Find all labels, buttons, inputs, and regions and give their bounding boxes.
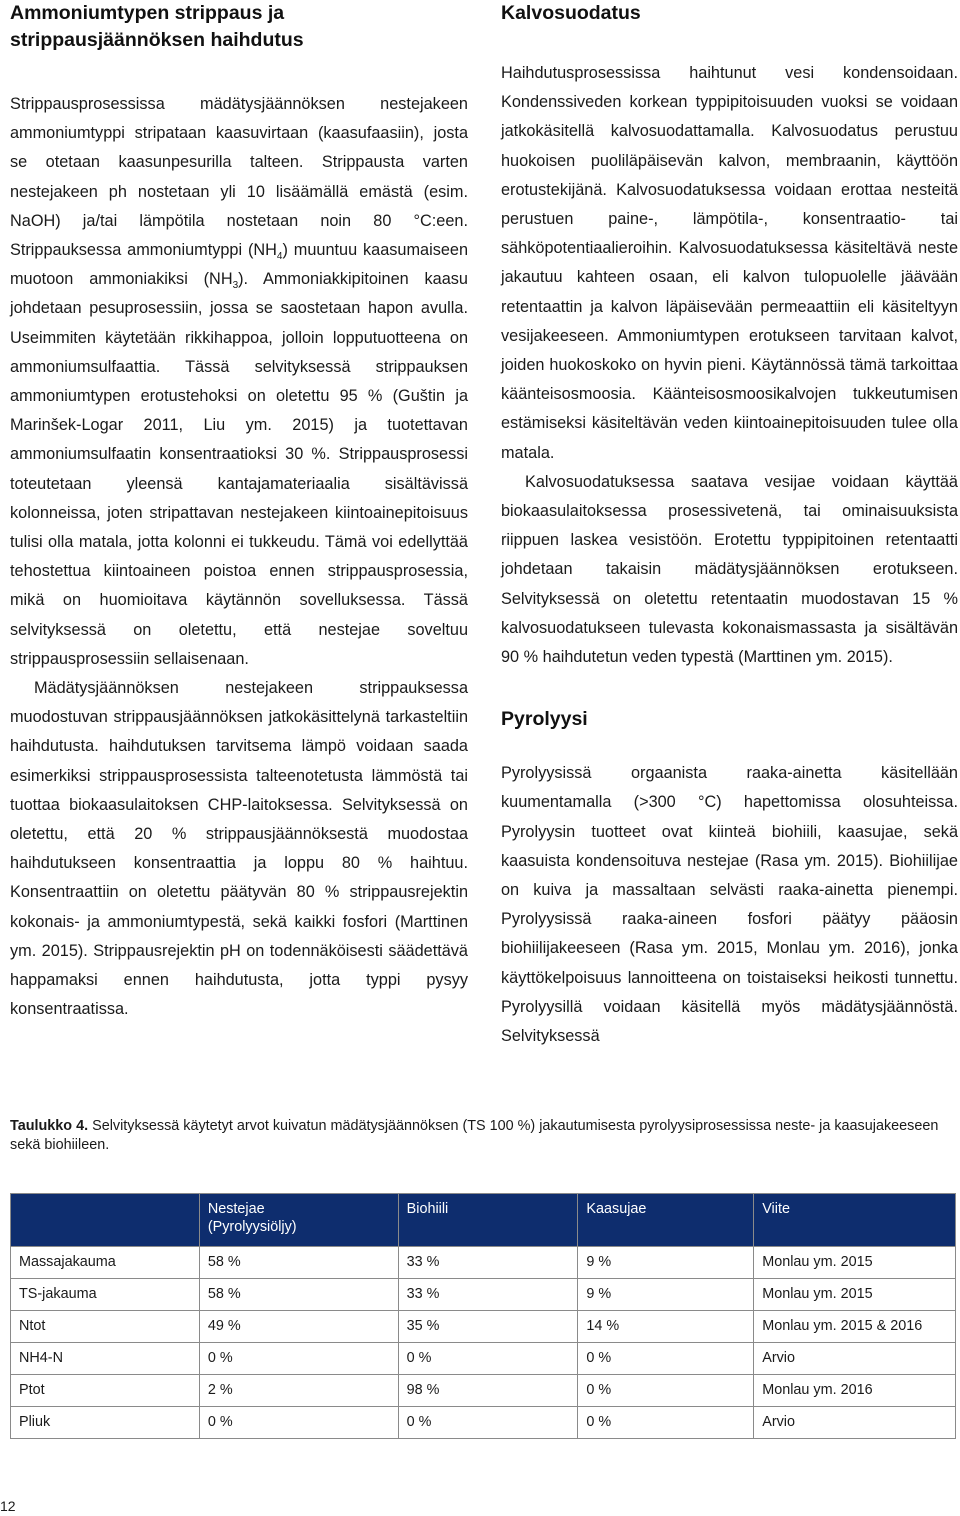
section-heading-pyrolysis: Pyrolyysi xyxy=(501,708,588,731)
table-header-cell: Biohiili xyxy=(398,1194,578,1247)
table-cell: Monlau ym. 2015 xyxy=(754,1279,956,1311)
table-cell: 14 % xyxy=(578,1311,754,1343)
table-row xyxy=(11,1247,956,1279)
table-cell: 58 % xyxy=(199,1279,398,1311)
table-header-cell: Kaasujae xyxy=(578,1194,754,1247)
table-caption-text: Selvityksessä käytetyt arvot kuivatun mädätysjäännöksen (TS 100 %) jakautumisesta pyrolyysiprosessissa neste- ja kaasujakeeseen sekä biohiileen. xyxy=(10,1118,939,1153)
table-row xyxy=(11,1279,956,1311)
table-cell: Arvio xyxy=(754,1407,956,1439)
table-cell: 0 % xyxy=(398,1407,578,1439)
table-cell: Arvio xyxy=(754,1343,956,1375)
table-cell: 58 % xyxy=(199,1247,398,1279)
left-column xyxy=(10,0,468,1025)
table-cell: NH4-N xyxy=(11,1343,200,1375)
table-header-cell xyxy=(11,1194,200,1247)
page-number: 12 xyxy=(0,1498,16,1514)
subscript-4: 4 xyxy=(276,251,283,263)
table-cell: 35 % xyxy=(398,1311,578,1343)
table-header-cell: Nestejae (Pyrolyysiöljy) xyxy=(199,1194,398,1247)
table-row xyxy=(11,1311,956,1343)
table-caption xyxy=(10,1117,945,1155)
section-heading-ammonium-stripping: Ammoniumtypen strippaus ja strippausjäännöksen haihdutus xyxy=(10,2,304,51)
table-cell: 33 % xyxy=(398,1247,578,1279)
paragraph-pyrolysis: Pyrolyysissä orgaanista raaka-ainetta käsitellään kuumentamalla (>300 °C) hapettomissa olosuhteissa. Pyrolyysin tuotteet ovat kiinteä biohiili, kaasujae, sekä kaasuista kondensoituva nestejae (Rasa ym. 2015). Biohiilijae on kuiva ja massaltaan selvästi raaka-ainetta pienempi. Pyrolyysissä raaka-aineen fosfori päätyy pääosin biohiilijakeeseen (Rasa ym. 2015, Monlau ym. 2016), jonka käyttökelpoisuus lannoitteena on toistaiseksi heikosti tunnettu. Pyrolyysillä voidaan käsitellä myös mädätysjäännöstä. Selvityksessä xyxy=(501,764,958,1046)
table-cell: Monlau ym. 2015 & 2016 xyxy=(754,1311,956,1343)
paragraph-text-b: ) muuntuu kaasumaiseen muotoon ammoniakiksi (NH xyxy=(10,241,468,289)
table-cell: 9 % xyxy=(578,1279,754,1311)
table-row xyxy=(11,1375,956,1407)
table-cell: 98 % xyxy=(398,1375,578,1407)
table-cell: Ptot xyxy=(11,1375,200,1407)
right-column xyxy=(501,0,958,1051)
pyrolysis-distribution-table xyxy=(10,1193,956,1439)
table-cell: 49 % xyxy=(199,1311,398,1343)
table-cell: 2 % xyxy=(199,1375,398,1407)
table-cell: 0 % xyxy=(578,1375,754,1407)
table-row xyxy=(11,1407,956,1439)
table-cell: 0 % xyxy=(199,1343,398,1375)
table-cell: 0 % xyxy=(199,1407,398,1439)
paragraph-text-a: Strippausprosessissa mädätysjäännöksen nestejakeen ammoniumtyppi stripataan kaasuvirtaan (kaasufaasiin), josta se otetaan kaasunpesurilla talteen. Strippausta varten nestejakeen ph nostetaan yli 10 lisäämällä emästä (esim. NaOH) ja/tai lämpötila nostetaan noin 80 °C:een. Strippauksessa ammoniumtyppi (NH xyxy=(10,95,468,260)
subscript-3: 3 xyxy=(232,280,239,292)
table-cell: Massajakauma xyxy=(11,1247,200,1279)
table-cell: 9 % xyxy=(578,1247,754,1279)
paragraph-stripping-process xyxy=(10,90,468,674)
table-cell: 0 % xyxy=(578,1343,754,1375)
table-cell: 33 % xyxy=(398,1279,578,1311)
table-header-row xyxy=(11,1194,956,1247)
table-cell: 0 % xyxy=(398,1343,578,1375)
table-cell: Pliuk xyxy=(11,1407,200,1439)
paragraph-text-c: ). Ammoniakkipitoinen kaasu johdetaan pesuprosessiin, jossa se saostetaan hapon avulla. Useimmiten käytetään rikkihappoa, jolloin lopputuotteena on ammoniumsulfaattia. Tässä selvityksessä strippauksen ammoniumtypen erotustehoksi on oletettu 95 % (Guštin ja Marinšek-Logar 2011, Liu ym. 2015) ja tuotettavan ammoniumsulfaatin konsentraatioksi 30 %. Strippausprosessi toteutetaan yleensä kantajamateriaalia sisältävissä kolonneissa, joten stripattavan nestejakeen kiintoainepitoisuus tulisi olla matala, jotta kolonni ei tukkeudu. Tämä voi edellyttää tehostettua kiintoaineen poistoa ennen strippausprosessia, mikä on huomioitava käytännön sovelluksessa. Tässä selvityksessä on oletettu, että nestejae soveltuu strippausprosessiin sellaisenaan. xyxy=(10,270,468,668)
table-cell: Ntot xyxy=(11,1311,200,1343)
table-cell: TS-jakauma xyxy=(11,1279,200,1311)
paragraph-membrane-water: Kalvosuodatuksessa saatava vesijae voidaan käyttää biokaasulaitoksessa prosessivetenä, tai ominaisuuksista riippuen laskea vesistöön. Erotettu typpipitoinen retentaatti johdetaan takaisin mädätysjäännöksen erotukseen. Selvityksessä on oletettu retentaatin muodostavan 15 % kalvosuodatukseen tulevasta kokonaismassasta ja sisältävän 90 % haihdutetun veden typestä (Marttinen ym. 2015). xyxy=(501,472,958,667)
paragraph-membrane-filtration: Haihdutusprosessissa haihtunut vesi kondensoidaan. Kondenssiveden korkean typpipitoisuuden vuoksi se voidaan jatkokäsitellä kalvosuodattamalla. Kalvosuodatus perustuu huokoisen puoliläpäisevän kalvon, membraanin, käyttöön erotustekijänä. Kalvosuodatuksessa voidaan erottaa nesteitä perustuen paine-, lämpötila-, konsentraatio- tai sähköpotentiaalieroihin. Kalvosuodatuksessa käsiteltävä neste jakautuu kahteen osaan, eli kalvon tulopuolelle jäävään retentaattin ja kalvon läpäisevään permeaattiin eli käsiteltyyn vesijakeeseen. Ammoniumtypen erotukseen tarvitaan kalvot, joiden huokoskoko on hyvin pieni. Käytännössä tämä tarkoittaa käänteisosmoosia. Käänteisosmoosikalvojen tukkeutumisen estämiseksi käsiteltävän veden kiintoainepitoisuuden tulee olla matala. xyxy=(501,64,958,462)
table-cell: 0 % xyxy=(578,1407,754,1439)
paragraph-evaporation: Mädätysjäännöksen nestejakeen strippauksessa muodostuvan strippausjäännöksen jatkokäsittelynä tarkasteltiin haihdutusta. haihdutuksen tarvitsema lämpö voidaan saada esimerkiksi strippausprosessista talteenotetusta lämmöstä tai tuottaa biokaasulaitoksen CHP-laitoksessa. Selvityksessä on oletettu, että 20 % strippausjäännöksestä muodostaa haihdutukseen konsentraattia ja loppu 80 % haihtuu. Konsentraattiin on oletettu päätyvän 80 % strippausrejektin kokonais- ja ammoniumtypestä, sekä kaikki fosfori (Marttinen ym. 2015). Strippausrejektin pH on todennäköisesti säädettävä happamaksi ennen haihdutusta, jotta typpi pysyy konsentraatissa. xyxy=(10,679,468,1019)
section-heading-membrane-filtration: Kalvosuodatus xyxy=(501,2,641,24)
table-header-cell: Viite xyxy=(754,1194,956,1247)
table-cell: Monlau ym. 2015 xyxy=(754,1247,956,1279)
table-cell: Monlau ym. 2016 xyxy=(754,1375,956,1407)
table-row xyxy=(11,1343,956,1375)
table-caption-label: Taulukko 4. xyxy=(10,1118,89,1134)
